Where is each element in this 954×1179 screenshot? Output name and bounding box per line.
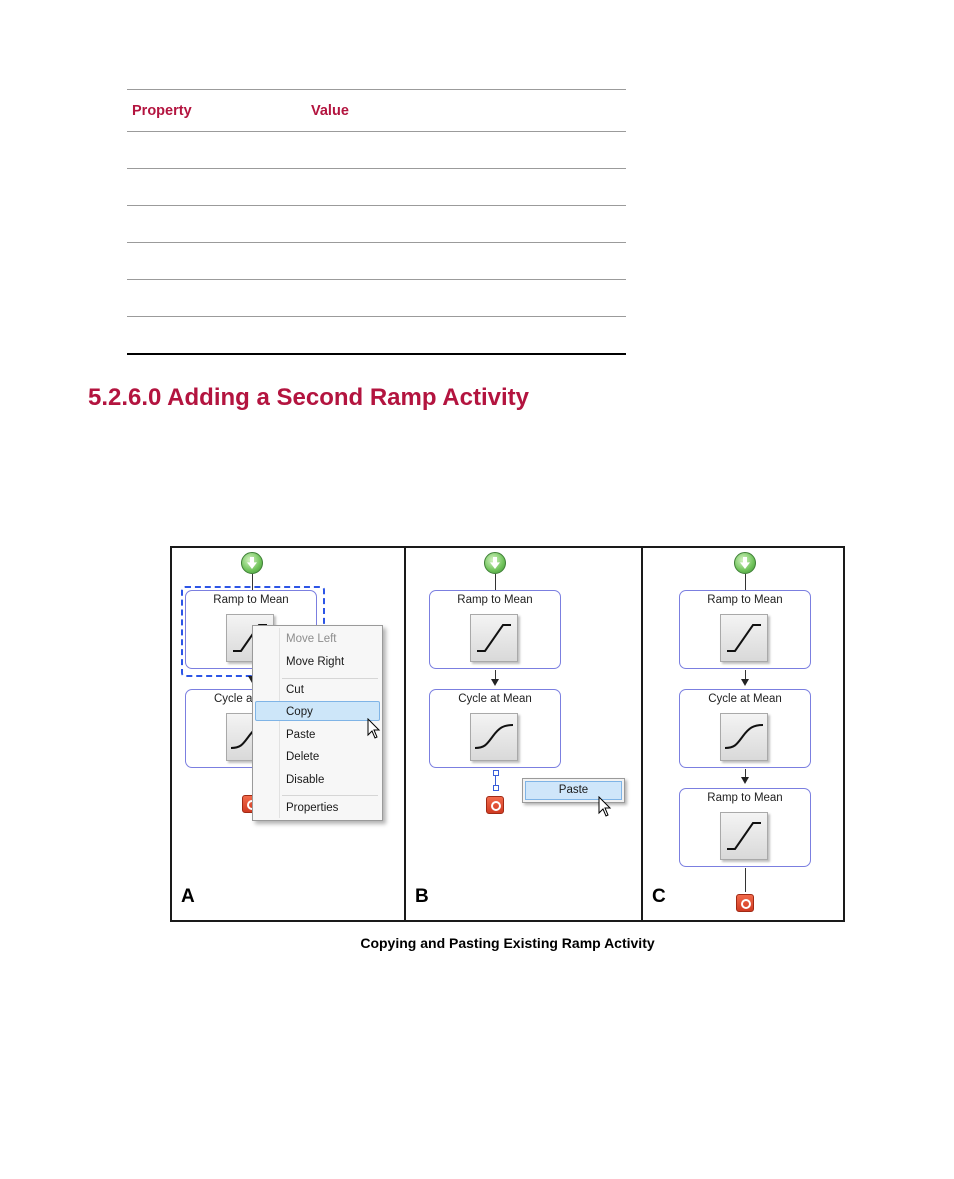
figure-caption: Copying and Pasting Existing Ramp Activity <box>360 935 655 951</box>
activity-title: Cycle at Mean <box>708 693 782 705</box>
start-icon[interactable] <box>484 552 506 574</box>
stop-icon[interactable] <box>736 894 754 912</box>
menu-highlight <box>255 701 380 721</box>
panel-label: C <box>652 886 666 907</box>
activity-title: Cycle a <box>214 693 253 705</box>
ramp-thumbnail-icon <box>470 614 518 662</box>
mouse-cursor-icon <box>367 718 381 740</box>
table-header-row <box>127 90 626 132</box>
activity-ramp-to-mean-copy[interactable] <box>679 788 811 867</box>
menu-gutter <box>279 628 280 818</box>
table-row <box>127 243 626 280</box>
menu-item-disable[interactable]: Disable <box>286 774 325 786</box>
activity-title: Ramp to Mean <box>457 594 533 606</box>
activity-ramp-to-mean[interactable] <box>679 590 811 669</box>
activity-title: Ramp to Mean <box>213 594 289 606</box>
activity-cycle-at-mean[interactable] <box>679 689 811 768</box>
panel-label: B <box>415 886 429 907</box>
arrow-down-icon <box>741 777 749 784</box>
menu-item-move-left[interactable]: Move Left <box>286 633 337 645</box>
arrow-down-icon <box>741 679 749 686</box>
cycle-thumbnail-icon <box>470 713 518 761</box>
panel-label: A <box>181 886 195 907</box>
header-value: Value <box>311 103 349 119</box>
table-row <box>127 206 626 243</box>
panel-b <box>404 548 641 920</box>
activity-title: Ramp to Mean <box>707 594 783 606</box>
figure <box>170 546 845 922</box>
menu-item-copy[interactable]: Copy <box>286 706 313 718</box>
connector-line <box>495 574 496 590</box>
panel-c <box>641 548 847 920</box>
section-heading: 5.2.6.0 Adding a Second Ramp Activity <box>88 384 529 411</box>
property-table <box>127 89 626 355</box>
context-menu <box>252 625 383 821</box>
activity-title: Cycle at Mean <box>458 693 532 705</box>
ramp-thumbnail-icon <box>720 812 768 860</box>
menu-item-move-right[interactable]: Move Right <box>286 656 345 668</box>
connector-line <box>745 574 746 590</box>
menu-item-properties[interactable]: Properties <box>286 802 339 814</box>
arrow-down-icon <box>491 679 499 686</box>
ramp-thumbnail-icon <box>720 614 768 662</box>
menu-separator <box>282 795 378 796</box>
start-icon[interactable] <box>734 552 756 574</box>
activity-ramp-to-mean[interactable] <box>429 590 561 669</box>
menu-separator <box>282 678 378 679</box>
table-row <box>127 132 626 169</box>
cycle-thumbnail-icon <box>720 713 768 761</box>
insertion-point-handle[interactable] <box>493 770 499 776</box>
table-row <box>127 280 626 317</box>
panel-a <box>172 548 402 920</box>
menu-item-delete[interactable]: Delete <box>286 751 320 763</box>
header-property: Property <box>132 103 192 119</box>
connector-line <box>745 868 746 892</box>
menu-item-cut[interactable]: Cut <box>286 684 304 696</box>
table-row <box>127 169 626 206</box>
start-icon[interactable] <box>241 552 263 574</box>
menu-item-paste[interactable]: Paste <box>558 784 589 796</box>
mouse-cursor-icon <box>598 796 612 818</box>
insertion-point-handle[interactable] <box>493 785 499 791</box>
table-row <box>127 317 626 355</box>
activity-title: Ramp to Mean <box>707 792 783 804</box>
menu-item-paste[interactable]: Paste <box>286 729 316 741</box>
activity-cycle-at-mean[interactable] <box>429 689 561 768</box>
stop-icon[interactable] <box>486 796 504 814</box>
